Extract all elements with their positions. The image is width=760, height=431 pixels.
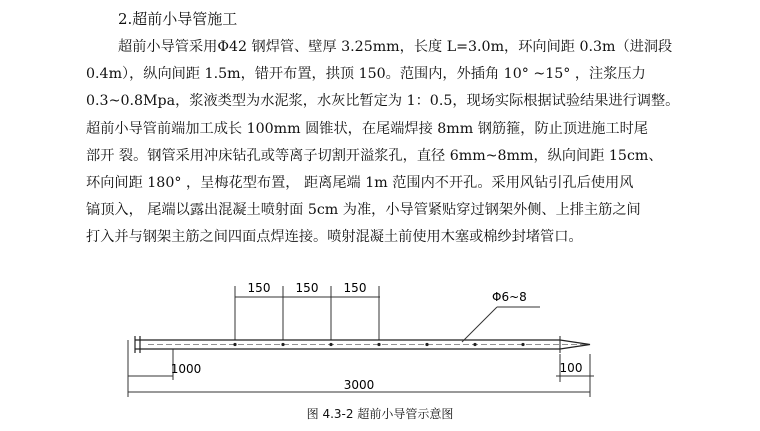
paragraph-line: 0.3~0.8Mpa，浆液类型为水泥浆，水灰比暂定为 1：0.5，现场实际根据试验结果进行调整。	[86, 93, 680, 110]
paragraph-line: 环向间距 180° ，呈梅花型布置， 距离尾端 1m 范围内不开孔。采用风钻引孔后使用风	[86, 175, 634, 192]
hole-leader	[462, 307, 540, 342]
spacing-label: 150	[247, 281, 271, 295]
pipe-diagram	[0, 270, 760, 405]
spacing-label: 150	[343, 281, 367, 295]
paragraph-line: 超前小导管采用Φ42 钢焊管、壁厚 3.25mm，长度 L=3.0m，环向间距 0.3m（进洞段	[118, 39, 673, 55]
paragraph-line: 0.4m），纵向间距 1.5m，错开布置，拱顶 150。范围内，外插角 10° ~15° ，注浆压力	[86, 66, 646, 83]
figure-caption: 图 4.3-2 超前小导管示意图	[306, 407, 454, 421]
body-paragraph	[86, 34, 696, 252]
tip-length-label: 100	[559, 361, 583, 375]
paragraph-line: 超前小导管前端加工成长 100mm 圆锥状，在尾端焊接 8mm 钢筋箍，防止顶进施工时尾	[86, 120, 648, 137]
spacing-label: 150	[295, 281, 319, 295]
hole-diameter-label: Φ6~8	[492, 290, 527, 304]
paragraph-line: 部开 裂。钢管采用冲床钻孔或等离子切割开溢浆孔，直径 6mm~8mm，纵向间距 15cm、	[86, 147, 663, 164]
paragraph-line: 镐顶入， 尾端以露出混凝土喷射面 5cm 为准，小导管紧贴穿过钢架外侧、上排主筋之间	[86, 202, 641, 219]
tail-dimension	[128, 349, 173, 380]
section-heading: 2.超前小导管施工	[118, 10, 238, 28]
total-length-label: 3000	[343, 378, 375, 392]
tail-length-label: 1000	[170, 362, 202, 376]
paragraph-line: 打入并与钢架主筋之间四面点焊连接。喷射混凝土前使用木塞或棉纱封堵管口。	[86, 229, 583, 246]
